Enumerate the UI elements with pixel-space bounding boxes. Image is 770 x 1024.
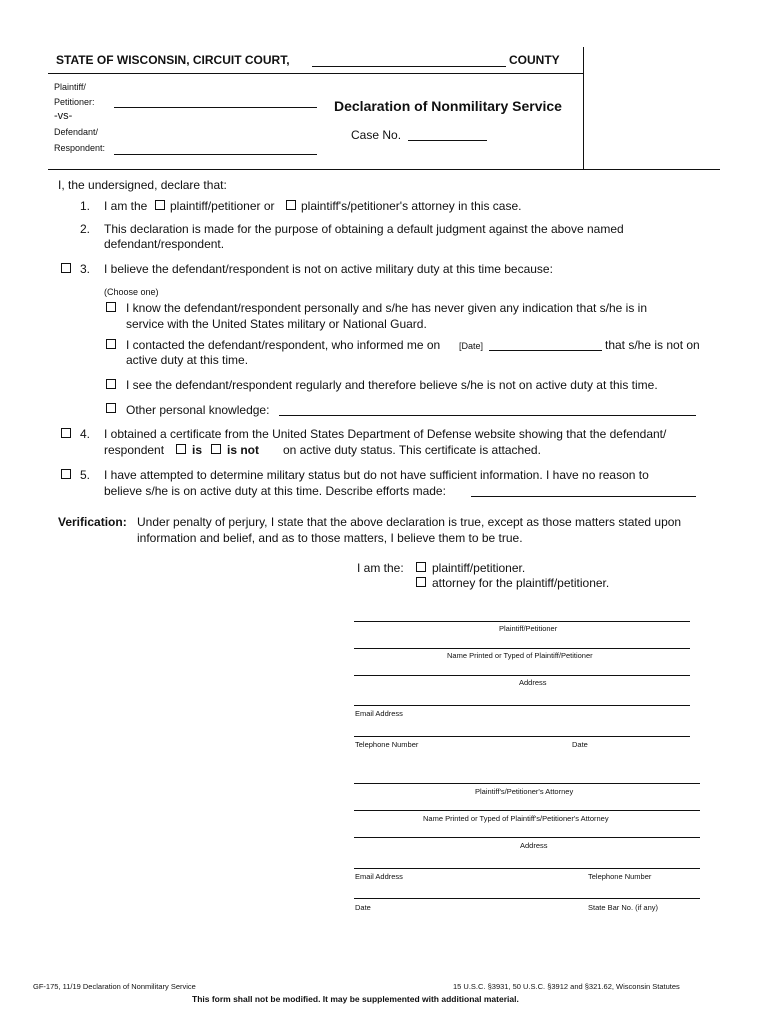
item3-option-a-checkbox[interactable] <box>106 302 116 312</box>
item4-is-not-label: is not <box>227 443 259 457</box>
item4-is-label: is <box>192 443 203 457</box>
plaintiff-signature-line[interactable] <box>354 621 690 622</box>
county-field[interactable] <box>312 66 506 67</box>
choose-one-label: (Choose one) <box>104 287 159 297</box>
efforts-field[interactable] <box>471 496 696 497</box>
item3-option-d-checkbox[interactable] <box>106 403 116 413</box>
item5-checkbox[interactable] <box>61 469 71 479</box>
attorney-email-label: Email Address <box>355 872 403 881</box>
plaintiff-signature-label: Plaintiff/Petitioner <box>499 624 558 633</box>
item3-option-d-text: Other personal knowledge: <box>126 403 270 417</box>
respondent-label: Respondent: <box>54 143 106 153</box>
plaintiff-email-label: Email Address <box>355 709 403 718</box>
defendant-name-field[interactable] <box>114 154 317 155</box>
item4-respondent-label: respondent <box>104 443 165 457</box>
caption-top-rule <box>48 73 583 74</box>
contact-date-field[interactable] <box>489 350 602 351</box>
item4-text-cont: on active duty status. This certificate is attached. <box>283 443 541 457</box>
item3-option-b-text-end: that s/he is not on <box>605 338 700 352</box>
item5-text: I have attempted to determine military status but do not have sufficient information. I have no reason to <box>104 468 649 482</box>
item1-text: I am the <box>104 199 148 213</box>
item5-text-cont: believe s/he is on active duty at this time. Describe efforts made: <box>104 484 446 498</box>
item3-option-b-text: I contacted the defendant/respondent, who informed me on <box>126 338 441 352</box>
iam-label: I am the: <box>357 561 404 575</box>
plaintiff-telephone-label: Telephone Number <box>355 740 419 749</box>
versus-label: -vs- <box>54 110 73 122</box>
item3-checkbox[interactable] <box>61 263 71 273</box>
intro-text: I, the undersigned, declare that: <box>58 178 227 192</box>
verification-text: Under penalty of perjury, I state that the above declaration is true, except as those matters stated upon <box>137 515 682 529</box>
attorney-address-line[interactable] <box>354 837 700 838</box>
item4-number: 4. <box>80 427 91 441</box>
statutes-reference: 15 U.S.C. §3931, 50 U.S.C. §3912 and §321.62, Wisconsin Statutes <box>453 982 680 991</box>
plaintiff-label: Plaintiff/ <box>54 82 86 92</box>
item4-checkbox[interactable] <box>61 428 71 438</box>
other-knowledge-field[interactable] <box>279 415 696 416</box>
item3-option-c-text: I see the defendant/respondent regularly and therefore believe s/he is not on active duty at this time. <box>126 378 658 392</box>
county-label: COUNTY <box>509 53 560 67</box>
item2-text: This declaration is made for the purpose of obtaining a default judgment against the above named <box>104 222 624 236</box>
attorney-address-label: Address <box>520 841 548 850</box>
item3-option-b-checkbox[interactable] <box>106 339 116 349</box>
item1-plaintiff-label: plaintiff/petitioner or <box>170 199 275 213</box>
item1-attorney-label: plaintiff's/petitioner's attorney in this case. <box>301 199 522 213</box>
caption-bottom-rule <box>48 169 720 170</box>
verification-label: Verification: <box>58 515 127 529</box>
modification-notice: This form shall not be modified. It may be supplemented with additional material. <box>192 994 519 1004</box>
case-no-field[interactable] <box>408 140 487 141</box>
plaintiff-address-label: Address <box>519 678 547 687</box>
item3-option-a-text-cont: service with the United States military or National Guard. <box>126 317 427 331</box>
item5-number: 5. <box>80 468 91 482</box>
plaintiff-name-field[interactable] <box>114 107 317 108</box>
form-title: Declaration of Nonmilitary Service <box>334 98 562 114</box>
caption-divider <box>583 47 584 169</box>
case-no-label: Case No. <box>351 128 402 142</box>
item4-is-checkbox[interactable] <box>176 444 186 454</box>
plaintiff-email-line[interactable] <box>354 705 690 706</box>
item3-number: 3. <box>80 262 91 276</box>
court-heading: STATE OF WISCONSIN, CIRCUIT COURT, <box>56 53 290 67</box>
item1-attorney-checkbox[interactable] <box>286 200 296 210</box>
item2-number: 2. <box>80 222 91 236</box>
verify-plaintiff-checkbox[interactable] <box>416 562 426 572</box>
verification-text-cont: information and belief, and as to those matters, I believe them to be true. <box>137 531 523 545</box>
item2-text-cont: defendant/respondent. <box>104 237 225 251</box>
defendant-label: Defendant/ <box>54 127 99 137</box>
attorney-name-line[interactable] <box>354 810 700 811</box>
attorney-telephone-label: Telephone Number <box>588 872 652 881</box>
attorney-signature-line[interactable] <box>354 783 700 784</box>
verify-plaintiff-label: plaintiff/petitioner. <box>432 561 526 575</box>
attorney-bar-label: State Bar No. (if any) <box>588 903 659 912</box>
attorney-date-bar-line[interactable] <box>354 898 700 899</box>
item1-plaintiff-checkbox[interactable] <box>155 200 165 210</box>
verify-attorney-checkbox[interactable] <box>416 577 426 587</box>
item1-number: 1. <box>80 199 91 213</box>
form-id: GF-175, 11/19 Declaration of Nonmilitary Service <box>33 982 196 991</box>
item3-option-c-checkbox[interactable] <box>106 379 116 389</box>
attorney-name-label: Name Printed or Typed of Plaintiff's/Petitioner's Attorney <box>423 814 609 823</box>
petitioner-label: Petitioner: <box>54 97 95 107</box>
plaintiff-name-label: Name Printed or Typed of Plaintiff/Petitioner <box>447 651 593 660</box>
item3-option-a-text: I know the defendant/respondent personally and s/he has never given any indication that s/he is in <box>126 301 648 315</box>
attorney-email-phone-line[interactable] <box>354 868 700 869</box>
plaintiff-address-line[interactable] <box>354 675 690 676</box>
verify-attorney-label: attorney for the plaintiff/petitioner. <box>432 576 610 590</box>
attorney-date-label: Date <box>355 903 371 912</box>
attorney-signature-label: Plaintiff's/Petitioner's Attorney <box>475 787 574 796</box>
date-placeholder: [Date] <box>459 341 484 351</box>
item3-option-b-text-cont: active duty at this time. <box>126 353 249 367</box>
item4-text: I obtained a certificate from the United States Department of Defense website showing that the defendant/ <box>104 427 667 441</box>
plaintiff-name-line[interactable] <box>354 648 690 649</box>
plaintiff-date-label: Date <box>572 740 588 749</box>
item3-text: I believe the defendant/respondent is not on active military duty at this time because: <box>104 262 553 276</box>
item4-is-not-checkbox[interactable] <box>211 444 221 454</box>
plaintiff-phone-date-line[interactable] <box>354 736 690 737</box>
